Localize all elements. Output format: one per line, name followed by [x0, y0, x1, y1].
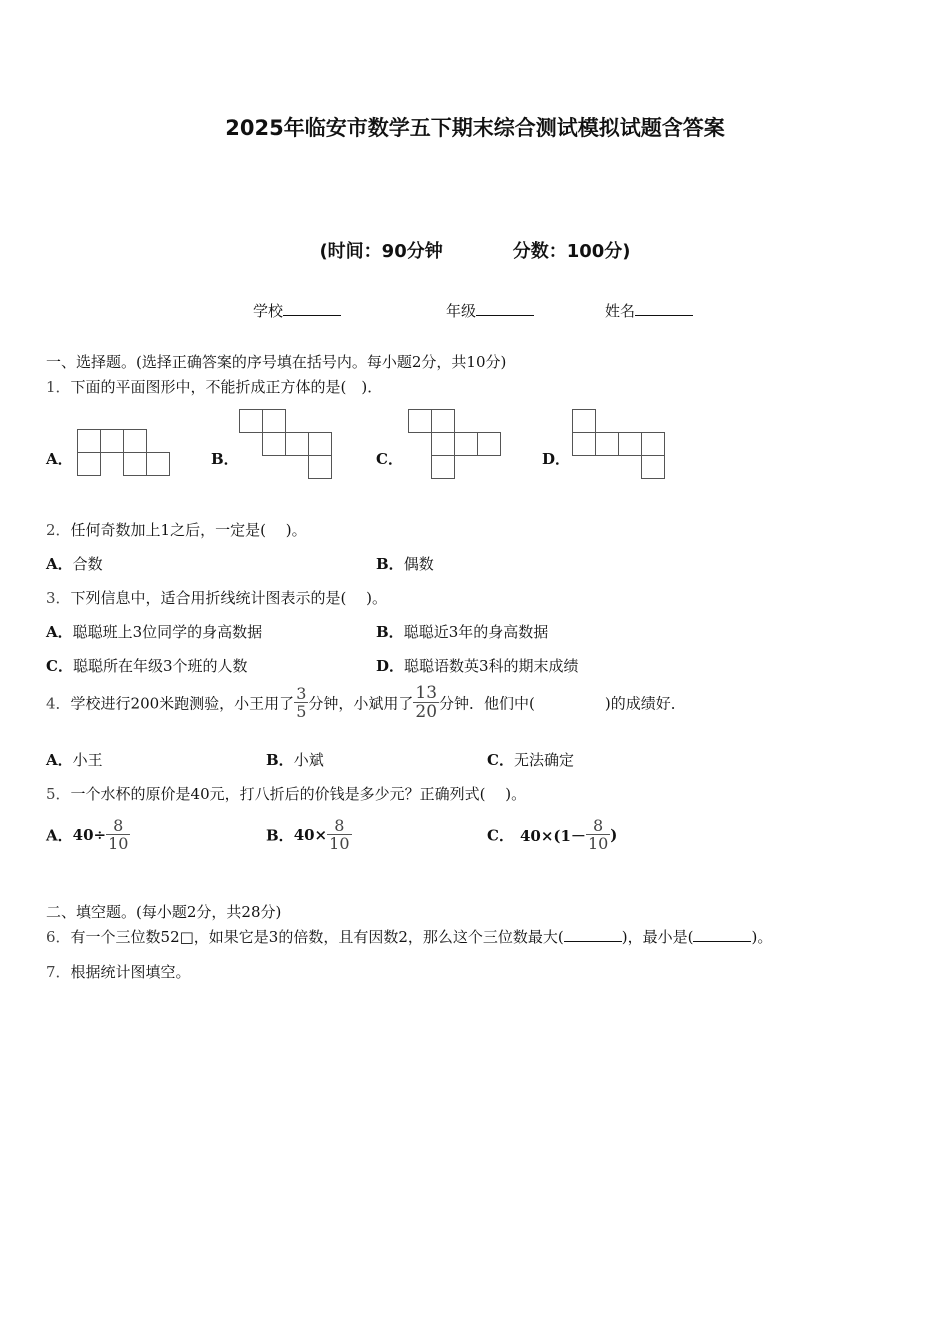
q4-option-a — [46, 749, 103, 770]
question-text: 下面的平面图形中，不能折成正方体的是( )． — [70, 378, 383, 396]
question-number: 3． — [46, 589, 71, 607]
question-1 — [46, 376, 382, 397]
q1-option-c-net — [408, 409, 503, 481]
q1-option-d-net — [572, 409, 667, 481]
option-text: 小王 — [72, 751, 103, 769]
numerator: 8 — [113, 816, 124, 835]
question-6 — [46, 926, 772, 947]
q2-option-b — [376, 553, 434, 574]
option-text: 偶数 — [403, 555, 434, 573]
question-text-part: 有一个三位数52□，如果它是3的倍数，且有因数2，那么这个三位数最大( — [70, 928, 564, 946]
option-expression-end: ) — [610, 826, 618, 844]
option-label: C． — [487, 826, 514, 845]
q4-option-c — [487, 749, 574, 770]
q3-option-c — [46, 655, 248, 676]
q3-option-d — [376, 655, 579, 676]
school-field — [253, 300, 341, 321]
exam-meta — [0, 237, 950, 263]
grade-label: 年级 — [446, 302, 477, 320]
option-text: 合数 — [72, 555, 103, 573]
name-blank — [635, 301, 693, 316]
question-number: 2． — [46, 521, 71, 539]
question-text: 下列信息中，适合用折线统计图表示的是( )。 — [70, 589, 388, 607]
denominator: 20 — [415, 702, 438, 722]
name-label: 姓名 — [605, 302, 636, 320]
question-text: 根据统计图填空。 — [70, 963, 191, 981]
option-text: 聪聪班上3位同学的身高数据 — [72, 623, 263, 641]
section1-heading: 一、选择题。(选择正确答案的序号填在括号内。每小题2分，共10分) — [46, 353, 507, 371]
question-text-part: 分钟．他们中( — [439, 694, 535, 713]
school-blank — [283, 301, 341, 316]
grade-field — [446, 300, 534, 321]
option-label: B． — [376, 555, 404, 573]
question-7 — [46, 961, 191, 982]
numerator: 3 — [296, 684, 307, 703]
option-label: B． — [266, 751, 294, 769]
question-2 — [46, 519, 307, 540]
q3-option-b — [376, 621, 548, 642]
option-expression: 40× — [293, 826, 328, 844]
option-label: A． — [46, 751, 73, 769]
section2-heading: 二、填空题。(每小题2分，共28分) — [46, 903, 282, 921]
fraction-8-10 — [586, 818, 610, 852]
q1-option-c-label: C． — [376, 450, 403, 468]
option-text: 聪聪近3年的身高数据 — [403, 623, 549, 641]
numerator: 8 — [334, 816, 345, 835]
numerator: 13 — [415, 683, 438, 703]
option-expression: 40÷ — [72, 826, 107, 844]
answer-blank-min — [693, 927, 751, 942]
option-text: 聪聪所在年级3个班的人数 — [72, 657, 248, 675]
q1-option-a-label: A． — [46, 450, 73, 468]
option-label: D． — [376, 657, 405, 675]
question-text: 一个水杯的原价是40元，打八折后的价钱是多少元？正确列式( )。 — [70, 785, 527, 803]
q1-option-b-net — [239, 409, 334, 481]
question-number: 4． — [46, 694, 71, 713]
question-text-part: 分钟，小斌用了 — [308, 694, 414, 713]
option-label: A． — [46, 555, 73, 573]
question-number: 6． — [46, 928, 71, 946]
question-text-part: )的成绩好． — [604, 694, 686, 713]
fraction-3-5 — [294, 686, 308, 720]
q5-option-b — [266, 818, 352, 852]
question-text-part: 学校进行200米跑测验，小王用了 — [70, 694, 295, 713]
option-label: B． — [376, 623, 404, 641]
question-number: 5． — [46, 785, 71, 803]
q1-option-a-net — [77, 429, 172, 479]
question-5 — [46, 783, 526, 804]
name-field — [605, 300, 693, 321]
page-title: 2025年临安市数学五下期末综合测试模拟试题含答案 — [225, 116, 725, 140]
grade-blank — [476, 301, 534, 316]
total-score: 分数：100分) — [512, 241, 631, 262]
question-text-part: )。 — [751, 928, 773, 946]
question-4 — [46, 685, 686, 721]
option-label: A． — [46, 623, 73, 641]
option-text: 小斌 — [293, 751, 324, 769]
q1-option-b-label: B． — [211, 450, 239, 468]
question-text-part: )，最小是( — [621, 928, 694, 946]
time-limit: (时间：90分钟 — [319, 241, 443, 262]
numerator: 8 — [593, 816, 604, 835]
option-expression: 40×(1－ — [519, 826, 586, 845]
q2-option-a — [46, 553, 103, 574]
fraction-8-10 — [327, 818, 351, 852]
question-text: 任何奇数加上1之后，一定是( )。 — [70, 521, 307, 539]
answer-blank-max — [564, 927, 622, 942]
option-label: A． — [46, 826, 73, 845]
option-text: 聪聪语数英3科的期末成绩 — [404, 657, 579, 675]
denominator: 10 — [329, 834, 350, 853]
option-label: B． — [266, 826, 294, 845]
option-label: C． — [487, 751, 514, 769]
school-label: 学校 — [253, 302, 284, 320]
question-3 — [46, 587, 387, 608]
fraction-8-10 — [106, 818, 130, 852]
denominator: 5 — [296, 702, 307, 721]
denominator: 10 — [108, 834, 129, 853]
q3-option-a — [46, 621, 262, 642]
option-label: C． — [46, 657, 73, 675]
q1-option-d-label: D． — [542, 450, 571, 468]
q4-option-b — [266, 749, 324, 770]
denominator: 10 — [587, 834, 609, 853]
question-number: 7． — [46, 963, 71, 981]
q5-option-c — [487, 818, 617, 852]
option-text: 无法确定 — [513, 751, 574, 769]
question-number: 1． — [46, 378, 71, 396]
fraction-13-20 — [413, 685, 439, 721]
q5-option-a — [46, 818, 130, 852]
